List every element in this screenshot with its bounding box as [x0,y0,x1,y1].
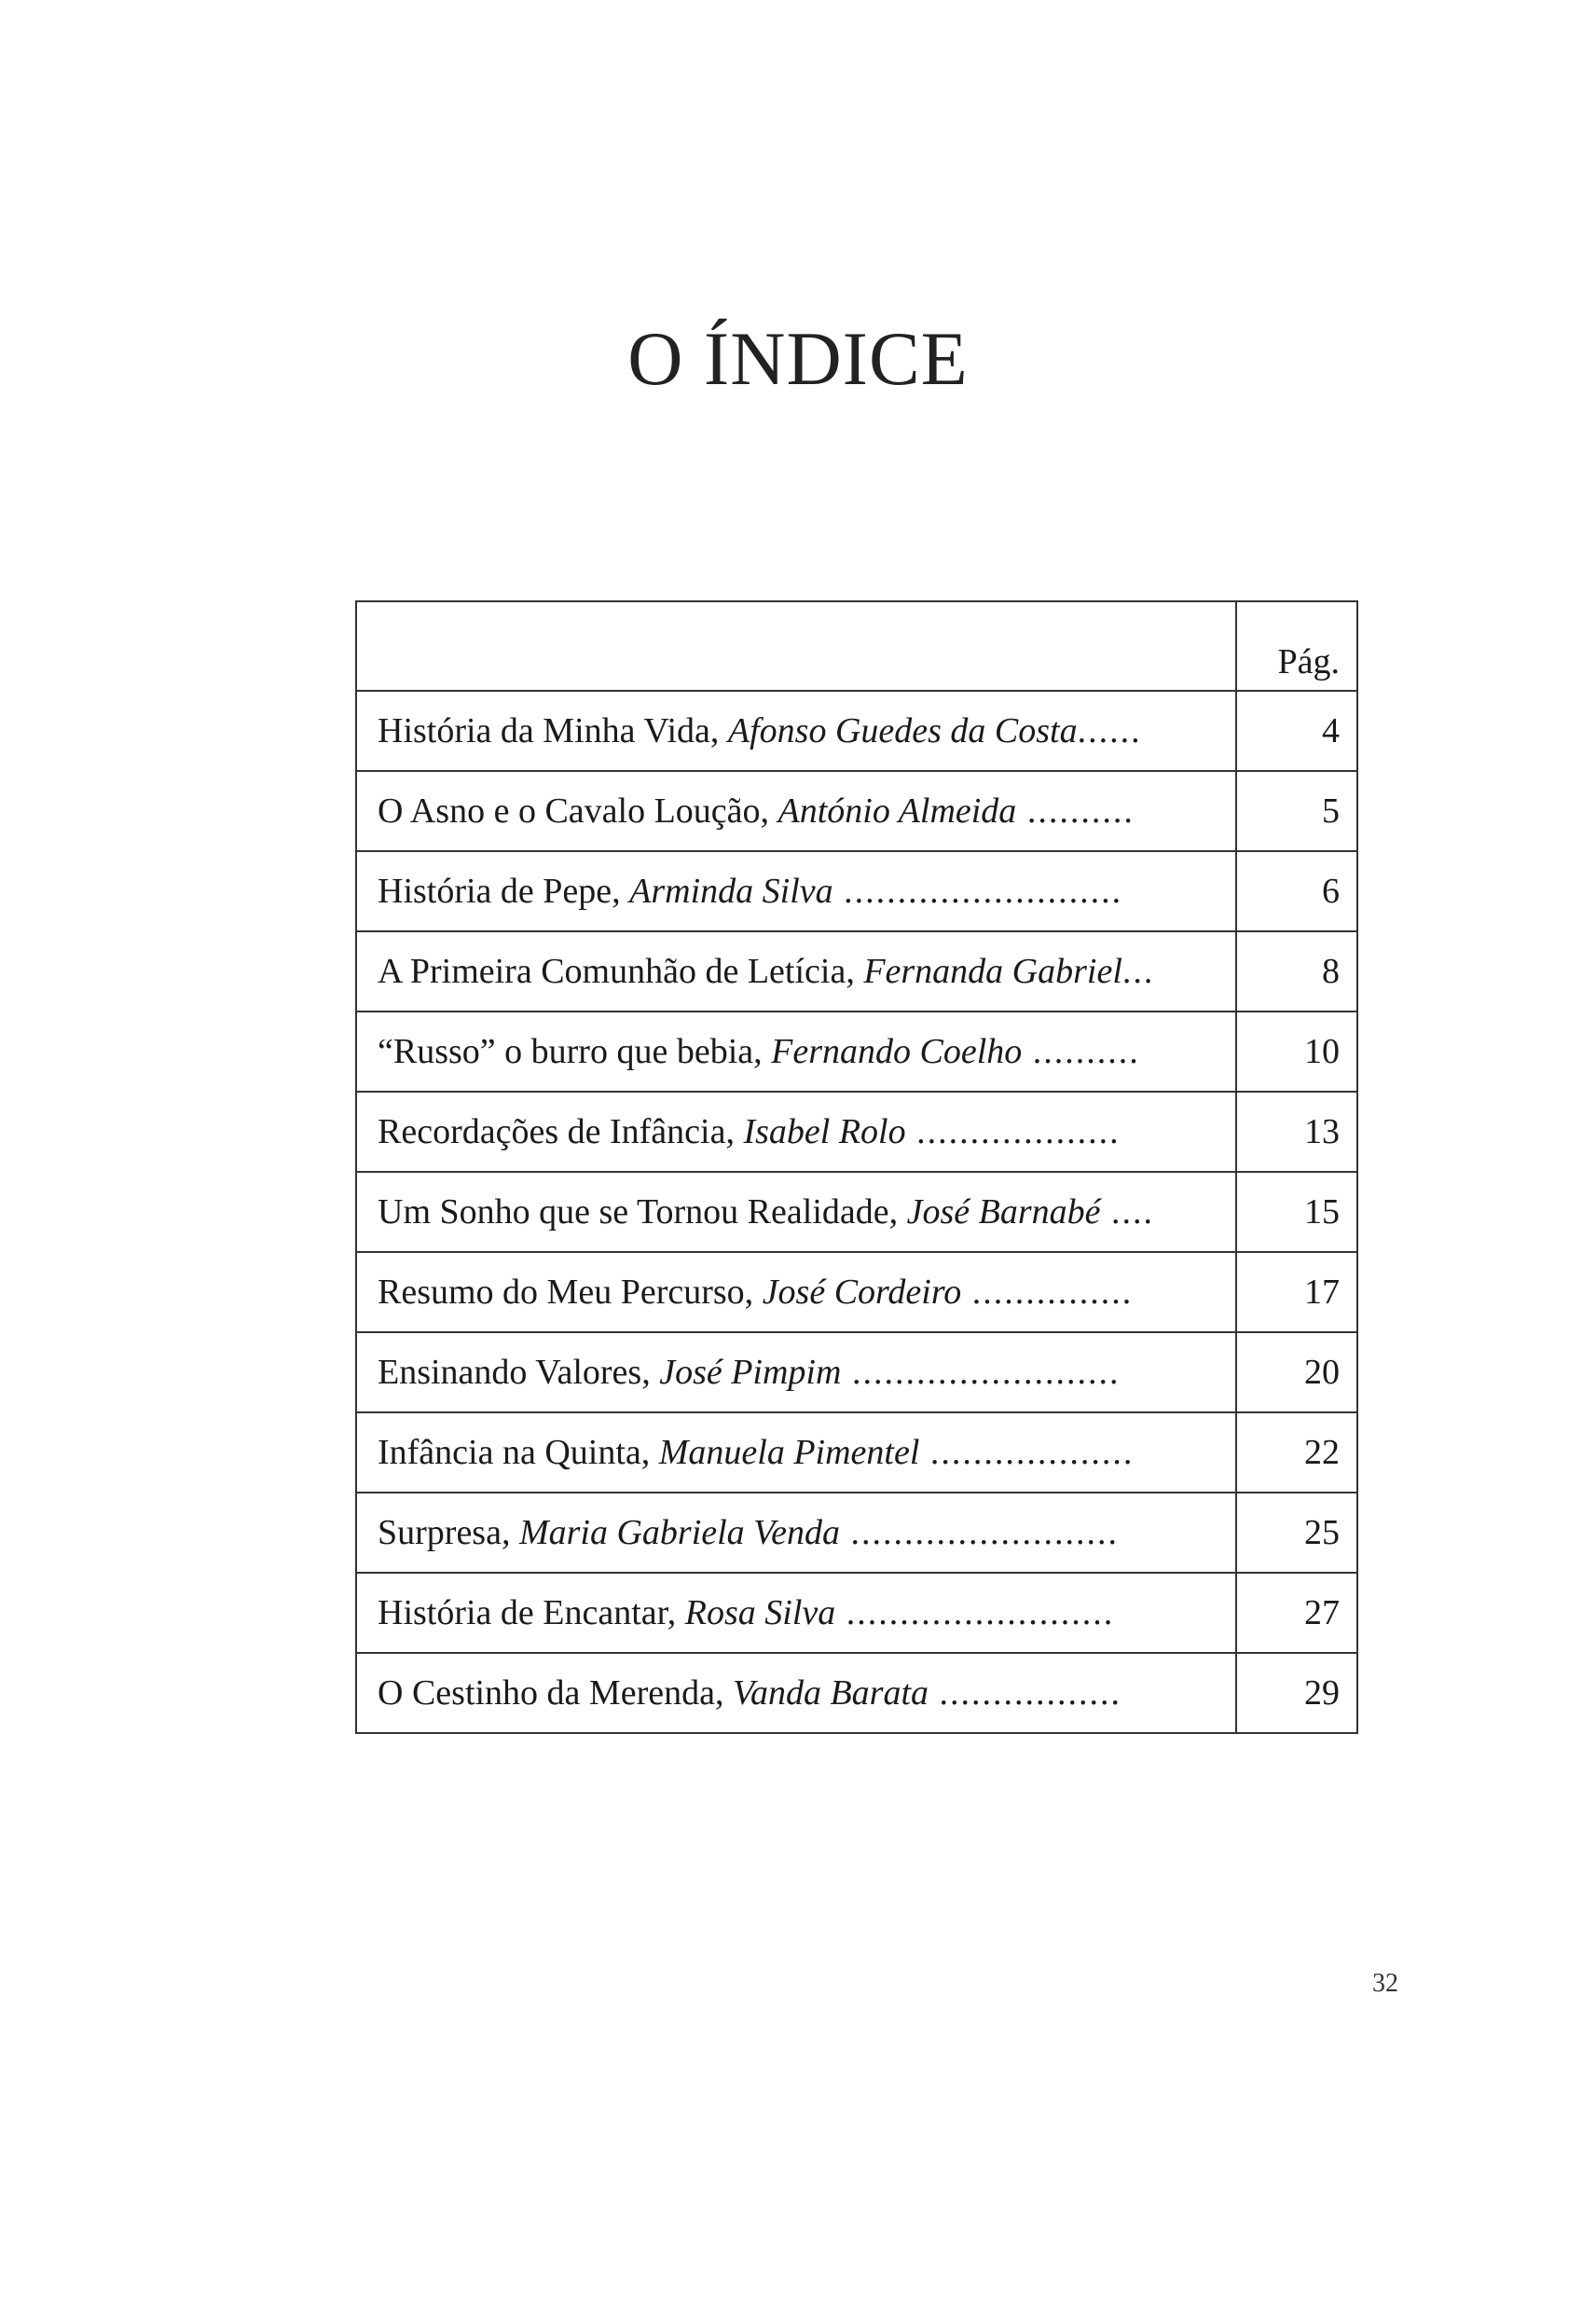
entry-page: 25 [1236,1493,1357,1573]
entry-leader: .... [1100,1192,1154,1232]
entry-title: “Russo” o burro que bebia, [378,1032,772,1071]
entry-author: Rosa Silva [684,1593,836,1632]
toc-row[interactable] [356,1092,1357,1172]
entry-leader: .......... [1016,791,1135,831]
entry-leader: ......................... [840,1513,1120,1552]
entry-author: José Cordeiro [762,1273,962,1312]
toc-row[interactable] [356,851,1357,931]
entry-author: Afonso Guedes da Costa [727,711,1078,750]
entry-title: A Primeira Comunhão de Letícia, [378,952,864,991]
entry-author: Manuela Pimentel [658,1433,920,1472]
toc-entry[interactable] [356,1332,1236,1412]
toc-row[interactable] [356,1172,1357,1252]
entry-author: Maria Gabriela Venda [518,1513,841,1552]
toc-entry[interactable] [356,931,1236,1012]
entry-author: António Almeida [777,791,1017,831]
entry-author: Arminda Silva [629,872,833,911]
toc-entry[interactable] [356,771,1236,851]
entry-page: 17 [1236,1252,1357,1332]
entry-page: 29 [1236,1653,1357,1733]
entry-leader: ......................... [841,1353,1121,1392]
entry-page: 5 [1236,771,1357,851]
entry-title: Ensinando Valores, [378,1353,660,1392]
toc-row[interactable] [356,1332,1357,1412]
entry-author: Isabel Rolo [743,1112,906,1151]
toc-row[interactable] [356,931,1357,1012]
entry-author: Fernando Coelho [771,1032,1023,1071]
entry-title: O Cestinho da Merenda, [378,1673,733,1713]
toc-entry[interactable] [356,1653,1236,1733]
entry-title: Resumo do Meu Percurso, [378,1273,763,1312]
entry-page: 4 [1236,691,1357,771]
entry-title: Recordações de Infância, [378,1112,744,1151]
entry-leader: ......................... [835,1593,1115,1632]
entry-leader: ................. [929,1673,1122,1713]
entry-leader: ................... [919,1433,1135,1472]
entry-leader: ... [1121,952,1155,991]
entry-title: Surpresa, [378,1513,519,1552]
entry-page: 22 [1236,1412,1357,1493]
toc-row[interactable] [356,1412,1357,1493]
entry-title: História de Pepe, [378,872,630,911]
entry-page: 13 [1236,1092,1357,1172]
toc-row[interactable] [356,1012,1357,1092]
toc-row[interactable] [356,1493,1357,1573]
toc-entry[interactable] [356,691,1236,771]
toc-row[interactable] [356,691,1357,771]
entry-leader: ............... [961,1273,1134,1312]
page-number: 32 [1372,1969,1398,1998]
entry-leader: ................... [905,1112,1121,1151]
toc-entry[interactable] [356,1092,1236,1172]
entry-page: 27 [1236,1573,1357,1653]
toc-row[interactable] [356,1653,1357,1733]
entry-leader: .......................... [832,872,1123,911]
toc-entry[interactable] [356,1172,1236,1252]
toc-entry[interactable] [356,1412,1236,1493]
entry-page: 20 [1236,1332,1357,1412]
entry-leader: .......... [1022,1032,1140,1071]
entry-page: 8 [1236,931,1357,1012]
entry-title: História da Minha Vida, [378,711,728,750]
entry-author: Vanda Barata [732,1673,929,1713]
page-column-header: Pág. [1236,601,1357,691]
entry-author: José Pimpim [659,1353,842,1392]
entry-title: O Asno e o Cavalo Loução, [378,791,778,831]
entry-page: 6 [1236,851,1357,931]
entry-author: José Barnabé [906,1192,1101,1232]
toc-entry[interactable] [356,1012,1236,1092]
toc-row[interactable] [356,1573,1357,1653]
entry-page: 10 [1236,1012,1357,1092]
table-header-row [356,601,1357,691]
entry-title: Um Sonho que se Tornou Realidade, [378,1192,907,1232]
toc-entry[interactable] [356,1493,1236,1573]
toc-entry[interactable] [356,1252,1236,1332]
entry-title: História de Encantar, [378,1593,685,1632]
entry-author: Fernanda Gabriel [863,952,1122,991]
entry-leader: ...... [1077,711,1142,750]
toc-row[interactable] [356,771,1357,851]
entry-page: 15 [1236,1172,1357,1252]
page-title: O ÍNDICE [627,316,969,401]
toc-entry[interactable] [356,851,1236,931]
toc-row[interactable] [356,1252,1357,1332]
entry-title: Infância na Quinta, [378,1433,659,1472]
table-of-contents [355,600,1358,1734]
header-empty-cell [356,601,1236,691]
toc-entry[interactable] [356,1573,1236,1653]
